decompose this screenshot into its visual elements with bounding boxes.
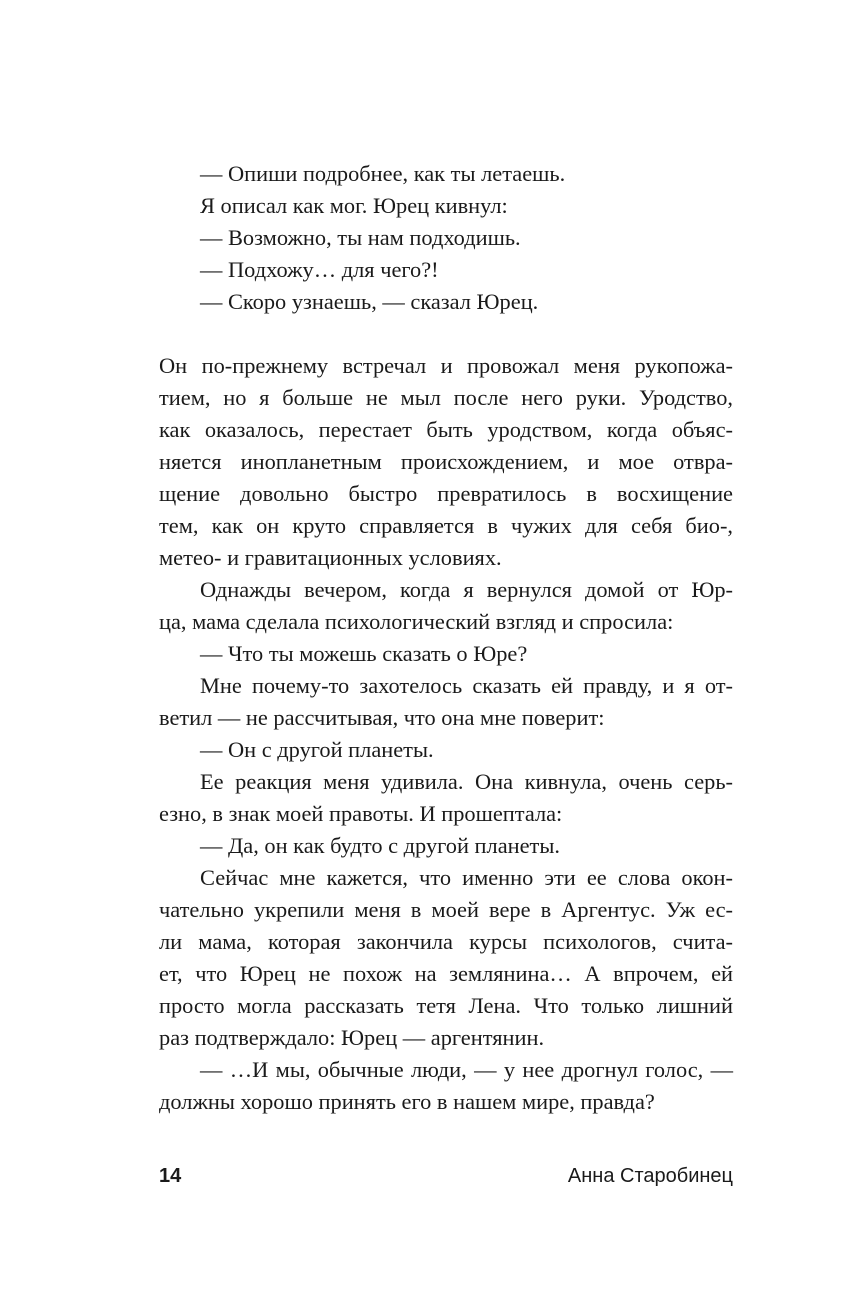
text-line: ца, мама сделала психологический взгляд и спросила: (159, 609, 674, 634)
text-line: езно, в знак моей правоты. И прошептала: (159, 801, 563, 826)
text-line: Однажды вечером, когда я вернулся домой от Юр- (200, 577, 733, 602)
text-line: раз подтверждало: Юрец — аргентянин. (159, 1025, 545, 1050)
text-line: тием, но я больше не мыл после него руки. Уродство, (159, 385, 733, 410)
text-line: — Да, он как будто с другой планеты. (200, 833, 560, 858)
text-line: — …И мы, обычные люди, — у нее дрогнул голос, — (200, 1057, 733, 1082)
body-text (159, 350, 733, 1118)
text-line: просто могла рассказать тетя Лена. Что только лишний (159, 993, 733, 1018)
text-line: — Что ты можешь сказать о Юре? (200, 641, 528, 666)
text-line: метео- и гравитационных условиях. (159, 545, 502, 570)
text-line: — Он с другой планеты. (200, 737, 434, 762)
dialog-block (200, 158, 740, 318)
text-line: Мне почему-то захотелось сказать ей правду, и я от- (200, 673, 733, 698)
text-line: тем, как он круто справляется в чужих для себя био-, (159, 513, 733, 538)
dialog-line: — Возможно, ты нам подходишь. (200, 225, 521, 250)
dialog-line: — Подхожу… для чего?! (200, 257, 439, 282)
text-line: чательно укрепили меня в моей вере в Аргентус. Уж ес- (159, 897, 733, 922)
text-line: щение довольно быстро превратилось в восхищение (159, 481, 733, 506)
page-number: 14 (159, 1165, 182, 1187)
text-line: ветил — не рассчитывая, что она мне поверит: (159, 705, 605, 730)
text-line: ли мама, которая закончила курсы психологов, счита- (159, 929, 733, 954)
text-line: должны хорошо принять его в нашем мире, правда? (159, 1089, 655, 1114)
text-line: ет, что Юрец не похож на землянина… А впрочем, ей (159, 961, 733, 986)
text-line: няется инопланетным происхождением, и мое отвра- (159, 449, 733, 474)
dialog-line: Я описал как мог. Юрец кивнул: (200, 193, 508, 218)
text-line: Ее реакция меня удивила. Она кивнула, очень серь- (200, 769, 733, 794)
dialog-line: — Опиши подробнее, как ты летаешь. (200, 161, 566, 186)
dialog-line: — Скоро узнаешь, — сказал Юрец. (200, 289, 539, 314)
text-line: Он по-прежнему встречал и провожал меня рукопожа- (159, 353, 733, 378)
text-line: как оказалось, перестает быть уродством, когда объяс- (159, 417, 733, 442)
running-footer-author: Анна Старобинец (567, 1165, 733, 1187)
text-line: Сейчас мне кажется, что именно эти ее слова окон- (200, 865, 733, 890)
